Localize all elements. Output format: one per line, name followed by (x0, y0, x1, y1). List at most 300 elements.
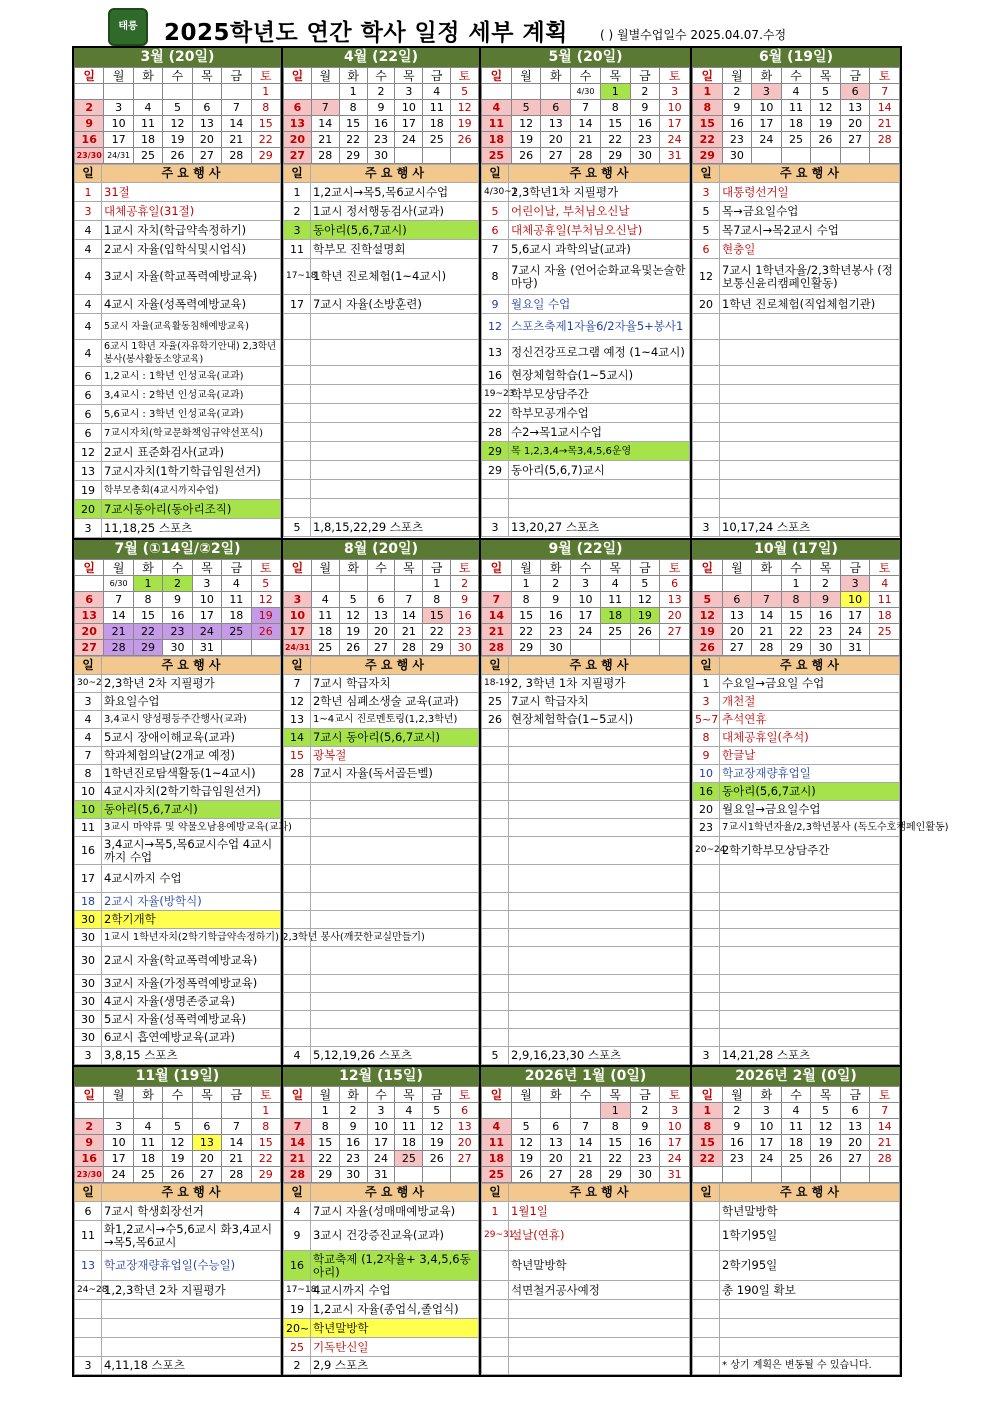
calendar-day: 23 (811, 624, 841, 640)
calendar-day: 6 (840, 84, 870, 100)
calendar-day (75, 84, 104, 100)
event-day-header: 일 (75, 657, 102, 675)
calendar-day: 28 (395, 640, 423, 656)
calendar-day: 18 (482, 132, 512, 148)
event-date: 16 (283, 1251, 310, 1281)
event-date (693, 1029, 720, 1047)
event-date: 29~31 (482, 1221, 509, 1251)
event-text (509, 1011, 690, 1029)
calendar-day: 2 (630, 84, 660, 100)
calendar-day: 18 (311, 624, 339, 640)
calendar-day: 3 (752, 1103, 782, 1119)
calendar-day: 29 (251, 148, 280, 164)
event-date: 3 (482, 518, 509, 537)
calendar-day: 25 (482, 148, 512, 164)
weekday-label: 화 (541, 560, 571, 576)
calendar-day: 22 (311, 1151, 339, 1167)
event-date: 19 (75, 481, 102, 500)
calendar-day: 16 (339, 1135, 367, 1151)
event-date: 5~7 (693, 711, 720, 729)
event-table (481, 1183, 690, 1375)
event-date: 10 (75, 783, 102, 801)
weekday-label: 화 (133, 1087, 162, 1103)
weekday-label: 수 (367, 560, 395, 576)
weekday-label: 토 (451, 1087, 479, 1103)
month-block (283, 1067, 481, 1375)
event-row (75, 183, 281, 202)
event-title-header: 주 요 행 사 (102, 165, 281, 183)
calendar-day (251, 640, 280, 656)
event-text: 1월1일 (509, 1202, 690, 1221)
calendar-day: 22 (423, 624, 451, 640)
month-title: 2026년 2월 (0일) (692, 1067, 900, 1086)
event-date (693, 1281, 720, 1300)
calendar-day (395, 1167, 423, 1183)
event-date: 13 (482, 340, 509, 366)
event-text: 7교시 학급자치 (509, 693, 690, 711)
event-row (482, 183, 690, 202)
calendar-day: 11 (133, 1135, 162, 1151)
page-title: 2025학년도 연간 학사 일정 세부 계획 (164, 20, 568, 46)
calendar-day: 21 (571, 1151, 601, 1167)
event-date: 1 (283, 183, 310, 202)
event-text (509, 819, 690, 837)
event-row (693, 765, 900, 783)
calendar-day (722, 1167, 752, 1183)
event-date (283, 461, 310, 480)
event-row (283, 801, 478, 819)
calendar-day: 3 (104, 100, 133, 116)
event-text: 1교시 정서행동검사(교과) (310, 202, 478, 221)
calendar-day: 10 (283, 608, 311, 624)
weekday-label: 월 (311, 68, 339, 84)
calendar-day: 10 (571, 592, 601, 608)
calendar-day (571, 1103, 601, 1119)
event-text (310, 1029, 478, 1047)
event-text: 대통령선거일 (720, 183, 900, 202)
calendar-day: 4 (133, 100, 162, 116)
event-text: 3,8,15 스포츠 (102, 1047, 281, 1065)
event-date (693, 366, 720, 385)
month-title: 9월 (22일) (481, 540, 690, 559)
calendar-day (511, 1103, 541, 1119)
event-text: 목 1,2,3,4→목3,4,5,6운영 (509, 442, 690, 461)
event-row (75, 367, 281, 386)
event-row (693, 1202, 900, 1221)
weekday-label: 월 (311, 560, 339, 576)
weekday-label: 금 (423, 68, 451, 84)
event-date: 20~ (283, 1319, 310, 1338)
weekday-label: 월 (722, 1087, 752, 1103)
calendar-day: 28 (571, 1167, 601, 1183)
event-text: 7교시1학년자율/2,3학년봉사 (독도수호캠페인활동) (720, 819, 900, 837)
event-row (693, 747, 900, 765)
event-row (482, 202, 690, 221)
calendar-day: 1 (693, 1103, 723, 1119)
weekday-label: 화 (133, 68, 162, 84)
weekday-label: 금 (423, 1087, 451, 1103)
calendar-day: 6 (75, 592, 104, 608)
event-text (310, 801, 478, 819)
event-text (509, 1300, 690, 1319)
event-row (283, 783, 478, 801)
calendar-day: 23 (367, 132, 395, 148)
event-text (509, 947, 690, 975)
event-text: 3,4교시 양성평등주간행사(교과) (102, 711, 281, 729)
event-date (482, 480, 509, 499)
calendar-day (781, 1167, 811, 1183)
event-date: 13 (75, 462, 102, 481)
event-row (482, 314, 690, 340)
event-date (482, 1357, 509, 1375)
event-row (482, 675, 690, 693)
event-date: 3 (75, 202, 102, 221)
month-calendar (283, 559, 479, 656)
event-text (102, 1338, 281, 1357)
calendar-day: 18 (222, 608, 251, 624)
event-table (481, 164, 690, 537)
calendar-day (163, 84, 192, 100)
calendar-day: 15 (693, 1135, 723, 1151)
calendar-day: 7 (482, 592, 512, 608)
calendar-day: 19 (511, 1151, 541, 1167)
event-date: 5 (482, 1047, 509, 1065)
event-text (310, 499, 478, 518)
event-row (75, 729, 281, 747)
event-row (482, 1202, 690, 1221)
event-row (693, 819, 900, 837)
calendar-day: 9 (722, 1119, 752, 1135)
calendar-day: 26 (339, 640, 367, 656)
calendar-day (222, 1103, 251, 1119)
event-row (482, 259, 690, 295)
calendar-day: 21 (752, 624, 782, 640)
calendar-day: 23 (339, 1151, 367, 1167)
event-row (283, 929, 478, 947)
calendar-day: 19 (163, 132, 192, 148)
event-text: 2교시 자율(방학식) (102, 893, 281, 911)
calendar-day: 22 (600, 132, 630, 148)
event-text: 학교축제 (1,2자율+ 3,4,5,6동아리) (310, 1251, 478, 1281)
event-text: 5,12,19,26 스포츠 (310, 1047, 478, 1065)
event-date: 28 (482, 423, 509, 442)
event-text (310, 911, 478, 929)
event-date (283, 404, 310, 423)
event-row (482, 1300, 690, 1319)
event-text: 5교시 자율(교육활동침해예방교육) (102, 314, 281, 340)
calendar-day: 25 (222, 624, 251, 640)
weekday-label: 화 (752, 560, 782, 576)
calendar-day: 14 (311, 116, 339, 132)
event-text (310, 837, 478, 865)
event-date (482, 911, 509, 929)
month-title: 7월 (①14일/②2일) (74, 540, 281, 559)
calendar-day: 24 (840, 624, 870, 640)
calendar-day: 12 (163, 1135, 192, 1151)
event-date (283, 314, 310, 340)
calendar-day (451, 148, 479, 164)
event-text: 현충일 (720, 240, 900, 259)
calendar-day: 15 (511, 608, 541, 624)
weekday-label: 화 (752, 68, 782, 84)
event-date: 9 (693, 747, 720, 765)
calendar-day: 27 (840, 1151, 870, 1167)
calendar-day: 4 (222, 576, 251, 592)
school-logo: 태릉 (108, 8, 148, 46)
event-date (482, 499, 509, 518)
event-row (283, 183, 478, 202)
weekday-label: 목 (811, 1087, 841, 1103)
event-text (509, 929, 690, 947)
event-row (75, 765, 281, 783)
calendar-day: 16 (811, 608, 841, 624)
calendar-day: 16 (75, 1151, 104, 1167)
event-text: 동아리(5,6,7교시) (102, 801, 281, 819)
event-text: 동아리(5,6,7교시) (720, 783, 900, 801)
weekday-label: 월 (104, 560, 133, 576)
event-text (310, 480, 478, 499)
event-date: 12 (693, 259, 720, 295)
weekday-label: 일 (693, 68, 723, 84)
month-block (74, 48, 283, 538)
calendar-day: 17 (104, 1151, 133, 1167)
calendar-day: 20 (192, 1151, 221, 1167)
weekday-label: 화 (339, 1087, 367, 1103)
calendar-day: 24/31 (283, 640, 311, 656)
event-row (75, 314, 281, 340)
calendar-day (840, 148, 870, 164)
calendar-day (482, 84, 512, 100)
calendar-day: 31 (840, 640, 870, 656)
calendar-day: 19 (811, 1135, 841, 1151)
event-text (720, 929, 900, 947)
calendar-day: 14 (571, 116, 601, 132)
event-date: 3 (283, 221, 310, 240)
month-title: 8월 (20일) (283, 540, 479, 559)
calendar-day: 8 (339, 100, 367, 116)
event-row (693, 1251, 900, 1281)
calendar-day: 6 (541, 1119, 571, 1135)
weekday-label: 목 (192, 560, 221, 576)
weekday-label: 월 (511, 68, 541, 84)
event-date: 19~23 (482, 385, 509, 404)
month-block (74, 1067, 283, 1375)
event-row (693, 1319, 900, 1338)
calendar-day: 5 (811, 1103, 841, 1119)
event-text (310, 314, 478, 340)
calendar-day: 22 (511, 624, 541, 640)
event-row (75, 295, 281, 314)
event-text (720, 314, 900, 340)
event-date: 22 (482, 404, 509, 423)
event-date: 15 (283, 747, 310, 765)
event-text (720, 404, 900, 423)
event-row (693, 423, 900, 442)
event-row (693, 1047, 900, 1065)
event-row (482, 893, 690, 911)
event-date: 3 (75, 519, 102, 538)
event-table (74, 164, 281, 538)
calendar-day: 7 (222, 100, 251, 116)
event-row (693, 442, 900, 461)
calendar-day: 4/30 (571, 84, 601, 100)
calendar-day: 16 (367, 116, 395, 132)
weekday-label: 목 (192, 1087, 221, 1103)
month-calendar (692, 67, 900, 164)
weekday-label: 일 (693, 560, 723, 576)
month-title: 11월 (19일) (74, 1067, 281, 1086)
calendar-day: 24 (660, 132, 690, 148)
calendar-day: 30 (722, 148, 752, 164)
calendar-day (482, 1103, 512, 1119)
calendar-day (660, 640, 690, 656)
event-text (310, 366, 478, 385)
event-text: 2,3학년 2차 지필평가 (102, 675, 281, 693)
calendar-day: 13 (840, 100, 870, 116)
calendar-day: 22 (133, 624, 162, 640)
event-date (283, 480, 310, 499)
calendar-day: 1 (781, 576, 811, 592)
event-row (75, 1338, 281, 1357)
event-date: 29 (482, 461, 509, 480)
event-text (720, 1338, 900, 1357)
calendar-day: 11 (870, 592, 900, 608)
calendar-day: 8 (600, 100, 630, 116)
month-block (481, 540, 692, 1065)
event-row (482, 442, 690, 461)
event-row (75, 500, 281, 519)
event-date (693, 1221, 720, 1251)
month-calendar (74, 67, 281, 164)
weekday-label: 수 (163, 1087, 192, 1103)
event-row (693, 221, 900, 240)
event-date (283, 1011, 310, 1029)
calendar-day: 1 (339, 84, 367, 100)
calendar-day: 17 (660, 1135, 690, 1151)
calendar-day: 7 (222, 1119, 251, 1135)
event-text: 월요일 수업 (509, 295, 690, 314)
event-text: 7교시 1학년자율/2,3학년봉사 (정보통신윤리캠페인활동) (720, 259, 900, 295)
event-date: 19 (283, 1300, 310, 1319)
event-row (693, 1357, 900, 1375)
event-row (75, 462, 281, 481)
event-date (482, 765, 509, 783)
event-date (283, 442, 310, 461)
calendar-day: 16 (722, 116, 752, 132)
calendar-day: 14 (222, 116, 251, 132)
event-row (693, 499, 900, 518)
calendar-day: 19 (811, 116, 841, 132)
calendar-day: 12 (451, 100, 479, 116)
calendar-day: 12 (511, 1135, 541, 1151)
event-date (693, 1011, 720, 1029)
weekday-label: 목 (600, 1087, 630, 1103)
event-text: 2,9,16,23,30 스포츠 (509, 1047, 690, 1065)
month-block (692, 540, 949, 1065)
event-row (482, 865, 690, 893)
event-row (283, 499, 478, 518)
event-text (720, 480, 900, 499)
calendar-day (163, 1103, 192, 1119)
event-date (693, 442, 720, 461)
event-title-header: 주 요 행 사 (509, 165, 690, 183)
calendar-day: 10 (104, 1135, 133, 1151)
calendar-day (423, 1167, 451, 1183)
event-row (482, 711, 690, 729)
calendar-day: 26 (251, 624, 280, 640)
event-text: 14,21,28 스포츠 (720, 1047, 900, 1065)
weekday-label: 수 (781, 560, 811, 576)
calendar-day: 2 (367, 84, 395, 100)
event-date (693, 975, 720, 993)
calendar-day: 20 (451, 1135, 479, 1151)
calendar-day: 15 (251, 116, 280, 132)
event-row (75, 519, 281, 538)
event-row (482, 837, 690, 865)
calendar-day: 26 (451, 132, 479, 148)
calendar-day: 22 (781, 624, 811, 640)
event-row (482, 295, 690, 314)
month-block (481, 48, 692, 538)
event-text (102, 1300, 281, 1319)
calendar-day: 13 (840, 1119, 870, 1135)
calendar-day: 12 (630, 592, 660, 608)
calendar-day (283, 1103, 311, 1119)
calendar-day: 8 (423, 592, 451, 608)
event-date: 4 (75, 295, 102, 314)
calendar-day: 21 (395, 624, 423, 640)
calendar-day: 19 (251, 608, 280, 624)
weekday-label: 토 (660, 560, 690, 576)
event-text: 수요일→금요일 수업 (720, 675, 900, 693)
event-date (482, 747, 509, 765)
event-date (482, 783, 509, 801)
weekday-label: 토 (870, 1087, 900, 1103)
event-row (75, 911, 281, 929)
calendar-day: 27 (192, 1167, 221, 1183)
event-date: 12 (75, 443, 102, 462)
calendar-day: 25 (600, 624, 630, 640)
calendar-day: 27 (541, 1167, 571, 1183)
event-text: 학부모총회(4교시까지수업) (102, 481, 281, 500)
event-row (75, 424, 281, 443)
event-row (283, 1251, 478, 1281)
event-title-header: 주 요 행 사 (509, 1184, 690, 1202)
weekday-label: 수 (571, 560, 601, 576)
calendar-day: 22 (693, 132, 723, 148)
event-row (283, 1338, 478, 1357)
event-date (482, 1281, 509, 1300)
event-date: 3 (75, 1047, 102, 1065)
event-date (693, 404, 720, 423)
event-date: 30 (75, 1029, 102, 1047)
calendar-day: 14 (222, 1135, 251, 1151)
event-date (693, 1251, 720, 1281)
event-text (310, 819, 478, 837)
calendar-day (133, 1103, 162, 1119)
event-date: 3 (693, 693, 720, 711)
event-title-header: 주 요 행 사 (310, 165, 478, 183)
calendar-day: 12 (511, 116, 541, 132)
weekday-label: 수 (367, 68, 395, 84)
calendar-day: 20 (283, 132, 311, 148)
event-text (720, 975, 900, 993)
calendar-day (222, 640, 251, 656)
event-date (693, 1319, 720, 1338)
event-row (75, 1319, 281, 1338)
event-text: 7교시 자율 (언어순화교육및논술한마당) (509, 259, 690, 295)
calendar-day: 18 (133, 1151, 162, 1167)
